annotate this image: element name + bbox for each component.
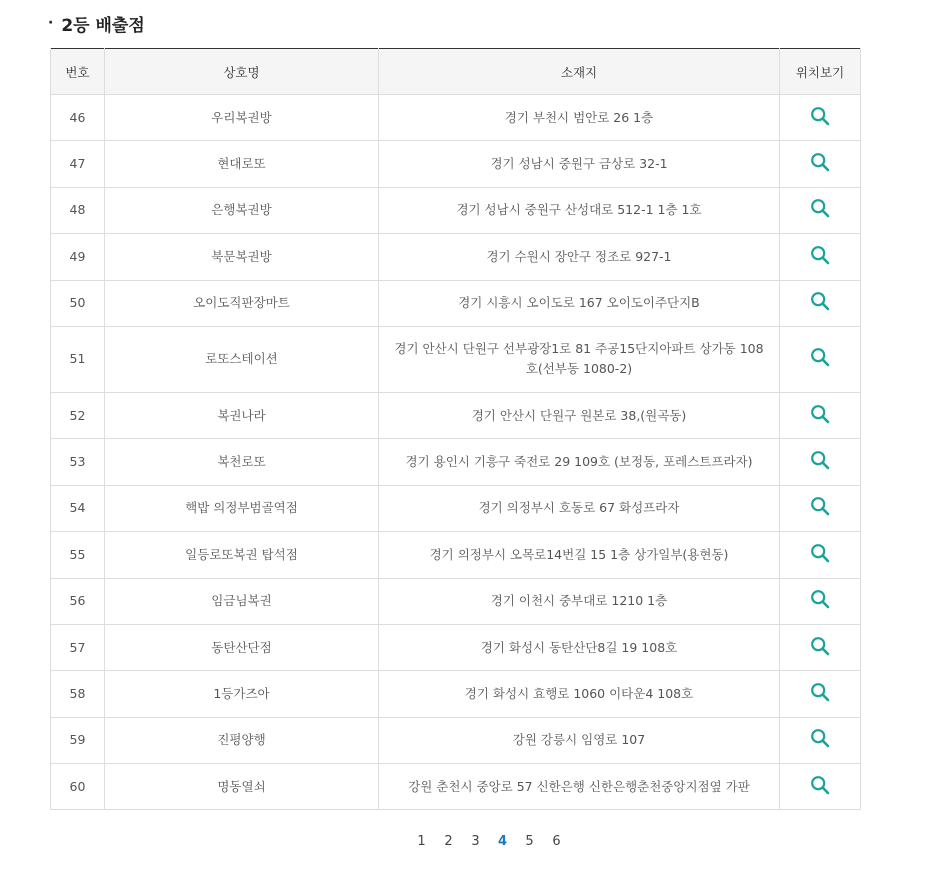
cell-number: 56 <box>51 578 105 624</box>
cell-address: 강원 강릉시 임영로 107 <box>379 717 780 763</box>
search-icon <box>810 636 830 656</box>
cell-store-name: 현대로또 <box>105 141 379 187</box>
cell-number: 58 <box>51 671 105 717</box>
cell-number: 57 <box>51 624 105 670</box>
cell-address: 경기 의정부시 오목로14번길 15 1층 상가일부(용현동) <box>379 532 780 578</box>
header-location: 위치보기 <box>780 49 861 95</box>
table-row <box>51 280 861 326</box>
cell-location <box>780 234 861 280</box>
table-row <box>51 764 861 810</box>
view-location-button[interactable] <box>808 345 832 369</box>
title-bullet: · <box>48 15 54 31</box>
header-address: 소재지 <box>379 49 780 95</box>
cell-location <box>780 95 861 141</box>
table-row <box>51 326 861 392</box>
cell-address: 경기 용인시 기흥구 죽전로 29 109호 (보정동, 포레스트프라자) <box>379 439 780 485</box>
view-location-button[interactable] <box>808 634 832 658</box>
cell-address: 경기 안산시 단원구 선부광장1로 81 주공15단지아파트 상가동 108호(선부동 1080-2) <box>379 326 780 392</box>
cell-number: 59 <box>51 717 105 763</box>
cell-store-name: 복천로또 <box>105 439 379 485</box>
search-icon <box>810 728 830 748</box>
search-icon <box>810 589 830 609</box>
page-link-1[interactable]: 1 <box>417 833 426 849</box>
cell-location <box>780 578 861 624</box>
view-location-button[interactable] <box>808 494 832 518</box>
cell-address: 경기 수원시 장안구 정조로 927-1 <box>379 234 780 280</box>
table-body <box>51 95 861 810</box>
table-row <box>51 671 861 717</box>
cell-location <box>780 439 861 485</box>
cell-location <box>780 326 861 392</box>
cell-number: 52 <box>51 392 105 438</box>
cell-address: 경기 화성시 효행로 1060 이타운4 108호 <box>379 671 780 717</box>
search-icon <box>810 682 830 702</box>
search-icon <box>810 347 830 367</box>
cell-number: 51 <box>51 326 105 392</box>
cell-store-name: 진평양행 <box>105 717 379 763</box>
cell-address: 경기 시흥시 오이도로 167 오이도이주단지B <box>379 280 780 326</box>
cell-number: 53 <box>51 439 105 485</box>
table-row <box>51 578 861 624</box>
cell-number: 55 <box>51 532 105 578</box>
view-location-button[interactable] <box>808 773 832 797</box>
cell-location <box>780 764 861 810</box>
table-row <box>51 717 861 763</box>
winning-store-table <box>50 48 861 810</box>
cell-address: 경기 성남시 중원구 금상로 32-1 <box>379 141 780 187</box>
view-location-button[interactable] <box>808 587 832 611</box>
view-location-button[interactable] <box>808 680 832 704</box>
search-icon <box>810 198 830 218</box>
cell-number: 50 <box>51 280 105 326</box>
table-row <box>51 624 861 670</box>
cell-store-name: 오이도직판장마트 <box>105 280 379 326</box>
cell-number: 48 <box>51 187 105 233</box>
cell-address: 경기 부천시 범안로 26 1층 <box>379 95 780 141</box>
cell-number: 54 <box>51 485 105 531</box>
table-row <box>51 439 861 485</box>
cell-store-name: 로또스테이션 <box>105 326 379 392</box>
table-row <box>51 392 861 438</box>
cell-address: 경기 화성시 동탄산단8길 19 108호 <box>379 624 780 670</box>
cell-number: 46 <box>51 95 105 141</box>
view-location-button[interactable] <box>808 448 832 472</box>
table-row <box>51 141 861 187</box>
view-location-button[interactable] <box>808 104 832 128</box>
view-location-button[interactable] <box>808 541 832 565</box>
cell-location <box>780 280 861 326</box>
search-icon <box>810 291 830 311</box>
cell-number: 60 <box>51 764 105 810</box>
view-location-button[interactable] <box>808 243 832 267</box>
page-link-4[interactable]: 4 <box>497 833 508 849</box>
cell-address: 경기 안산시 단원구 원본로 38,(원곡동) <box>379 392 780 438</box>
cell-store-name: 우리복권방 <box>105 95 379 141</box>
cell-store-name: 북문복권방 <box>105 234 379 280</box>
cell-store-name: 명동열쇠 <box>105 764 379 810</box>
table-row <box>51 187 861 233</box>
page-link-2[interactable]: 2 <box>444 833 453 849</box>
pagination <box>0 830 948 852</box>
section-title-text: 2등 배출점 <box>61 15 145 36</box>
search-icon <box>810 543 830 563</box>
cell-location <box>780 532 861 578</box>
cell-store-name: 일등로또복권 탑석점 <box>105 532 379 578</box>
search-icon <box>810 106 830 126</box>
search-icon <box>810 404 830 424</box>
table-row <box>51 95 861 141</box>
cell-store-name: 임금님복권 <box>105 578 379 624</box>
cell-address: 경기 성남시 중원구 산성대로 512-1 1층 1호 <box>379 187 780 233</box>
cell-store-name: 복권나라 <box>105 392 379 438</box>
view-location-button[interactable] <box>808 289 832 313</box>
header-store-name: 상호명 <box>105 49 379 95</box>
cell-location <box>780 717 861 763</box>
cell-location <box>780 624 861 670</box>
table-row <box>51 234 861 280</box>
cell-address: 경기 의정부시 호동로 67 화성프라자 <box>379 485 780 531</box>
cell-address: 경기 이천시 중부대로 1210 1층 <box>379 578 780 624</box>
cell-address: 강원 춘천시 중앙로 57 신한은행 신한은행춘천중앙지점옆 가판 <box>379 764 780 810</box>
table-row <box>51 532 861 578</box>
cell-location <box>780 392 861 438</box>
cell-location <box>780 485 861 531</box>
cell-store-name: 핵밥 의정부범골역점 <box>105 485 379 531</box>
page-list <box>408 834 570 849</box>
page-link-3[interactable]: 3 <box>471 833 480 849</box>
table-header-row <box>51 49 861 95</box>
search-icon <box>810 152 830 172</box>
cell-location <box>780 141 861 187</box>
cell-location <box>780 187 861 233</box>
view-location-button[interactable] <box>808 402 832 426</box>
search-icon <box>810 450 830 470</box>
table-row <box>51 485 861 531</box>
search-icon <box>810 775 830 795</box>
view-location-button[interactable] <box>808 196 832 220</box>
search-icon <box>810 496 830 516</box>
header-number: 번호 <box>51 49 105 95</box>
cell-number: 49 <box>51 234 105 280</box>
view-location-button[interactable] <box>808 150 832 174</box>
cell-store-name: 은행복권방 <box>105 187 379 233</box>
section-title <box>48 10 145 36</box>
cell-location <box>780 671 861 717</box>
cell-number: 47 <box>51 141 105 187</box>
page-link-5[interactable]: 5 <box>525 833 534 849</box>
cell-store-name: 동탄산단점 <box>105 624 379 670</box>
page-link-6[interactable]: 6 <box>552 833 561 849</box>
search-icon <box>810 245 830 265</box>
view-location-button[interactable] <box>808 726 832 750</box>
cell-store-name: 1등가즈아 <box>105 671 379 717</box>
